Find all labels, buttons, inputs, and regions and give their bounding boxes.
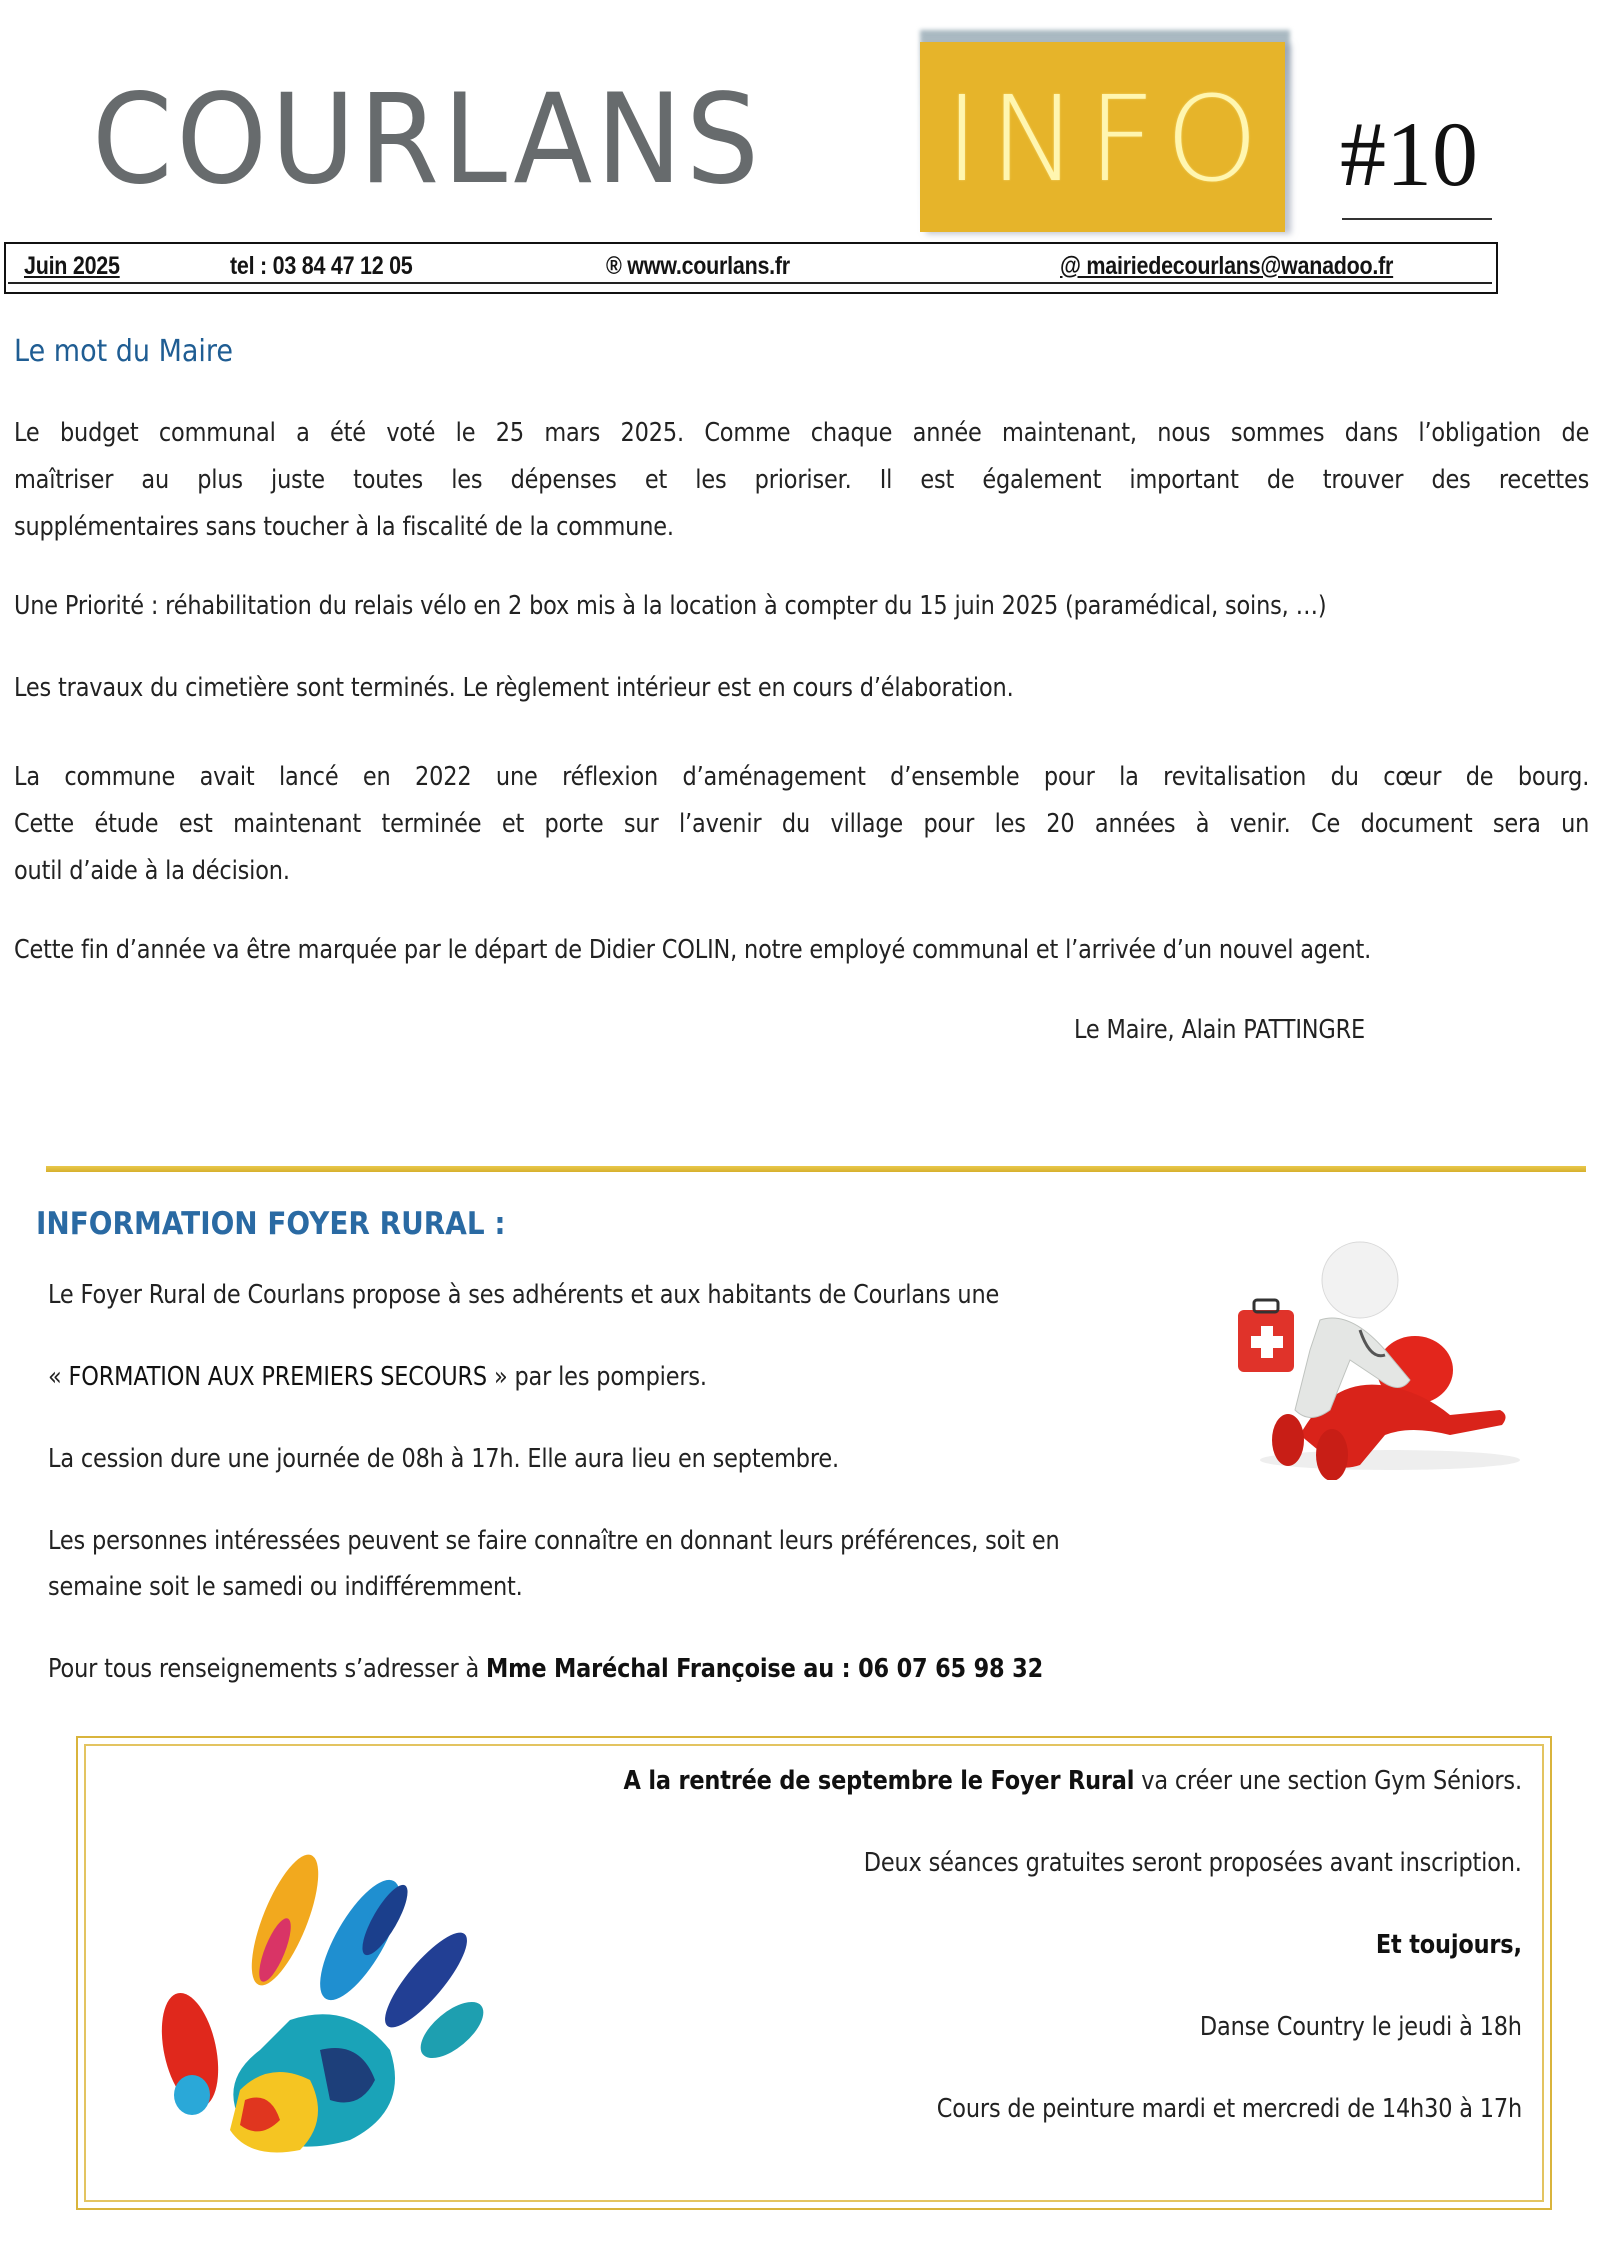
section-title-mot-du-maire: Le mot du Maire [14, 334, 234, 369]
text-line: outil d’aide à la décision. [14, 856, 290, 886]
contact-prefix: Pour tous renseignements s’adresser à [48, 1654, 486, 1684]
section-title-foyer-rural: INFORMATION FOYER RURAL : [36, 1206, 506, 1242]
foyer-formation-line [48, 1362, 707, 1392]
text-line: Cette étude est maintenant terminée et porte sur l’avenir du village pour les 20 années à venir. Ce document sera un [14, 809, 1590, 839]
painted-handprint [130, 1790, 510, 2170]
victim-foot [1272, 1414, 1304, 1466]
free-sessions: Deux séances gratuites seront proposées avant inscription. [863, 1848, 1522, 1878]
foyer-preferences-line2: semaine soit le samedi ou indifféremment. [48, 1572, 523, 1602]
phone-number: tel : 03 84 47 12 05 [230, 252, 413, 280]
contact-name-phone: Mme Maréchal Françoise au : 06 07 65 98 32 [485, 1654, 1044, 1684]
danse-country: Danse Country le jeudi à 18h [1200, 2012, 1522, 2042]
formation-suffix: » par les pompiers. [487, 1362, 707, 1392]
issue-underline [1342, 218, 1492, 220]
first-aid-illustration [1210, 1210, 1530, 1480]
gym-bold-text: A la rentrée de septembre le Foyer Rural [623, 1766, 1135, 1796]
info-bar-rule [8, 282, 1492, 284]
text-line: maîtriser au plus juste toutes les dépenses et les prioriser. Il est également important de trouver des recettes [14, 465, 1590, 495]
maire-paragraph-etude [14, 754, 1592, 895]
foyer-preferences-line1: Les personnes intéressées peuvent se faire connaître en donnant leurs préférences, soit en [48, 1526, 1060, 1556]
text-line: supplémentaires sans toucher à la fiscalité de la commune. [14, 512, 674, 542]
section-divider [46, 1166, 1586, 1172]
masthead-title: COURLANS [92, 68, 763, 212]
victim-foot [1316, 1429, 1348, 1480]
info-badge-text: INFO [944, 70, 1269, 208]
quote-open: « [48, 1362, 69, 1392]
foyer-session-info: La cession dure une journée de 08h à 17h. Elle aura lieu en septembre. [48, 1444, 840, 1474]
gym-seniors-announcement [624, 1766, 1522, 1796]
maire-paragraph-budget [14, 410, 1592, 551]
maire-paragraph-priorite: Une Priorité : réhabilitation du relais vélo en 2 box mis à la location à compter du 15 juin 2025 (paramédical, soins, …) [14, 591, 1327, 621]
website-link[interactable]: ® www.courlans.fr [606, 252, 790, 280]
text-line: Le budget communal a été voté le 25 mars 2025. Comme chaque année maintenant, nous sommes dans l’obligation de [14, 418, 1590, 448]
rescuer-head [1322, 1242, 1398, 1318]
maire-paragraph-cimetiere: Les travaux du cimetière sont terminés. Le règlement intérieur est en cours d’élaboration. [14, 673, 1014, 703]
et-toujours: Et toujours, [1376, 1930, 1522, 1960]
gym-rest-text: va créer une section Gym Séniors. [1134, 1766, 1522, 1796]
email-link[interactable]: @ mairiedecourlans@wanadoo.fr [1060, 252, 1394, 280]
foyer-intro: Le Foyer Rural de Courlans propose à ses adhérents et aux habitants de Courlans une [48, 1280, 1000, 1310]
paint-blob [174, 2075, 210, 2115]
foyer-contact [48, 1654, 1043, 1684]
maire-signature: Le Maire, Alain PATTINGRE [1074, 1015, 1366, 1045]
issue-number: #10 [1340, 103, 1478, 205]
issue-date: Juin 2025 [24, 252, 120, 280]
maire-paragraph-depart: Cette fin d’année va être marquée par le départ de Didier COLIN, notre employé communal et l’arrivée d’un nouvel agent. [14, 935, 1372, 965]
cross-icon [1251, 1336, 1283, 1348]
formation-name: FORMATION AUX PREMIERS SECOURS [68, 1362, 488, 1392]
text-line: La commune avait lancé en 2022 une réflexion d’aménagement d’ensemble pour la revitalisation du cœur de bourg. [14, 762, 1590, 792]
cours-peinture: Cours de peinture mardi et mercredi de 14h30 à 17h [936, 2094, 1522, 2124]
